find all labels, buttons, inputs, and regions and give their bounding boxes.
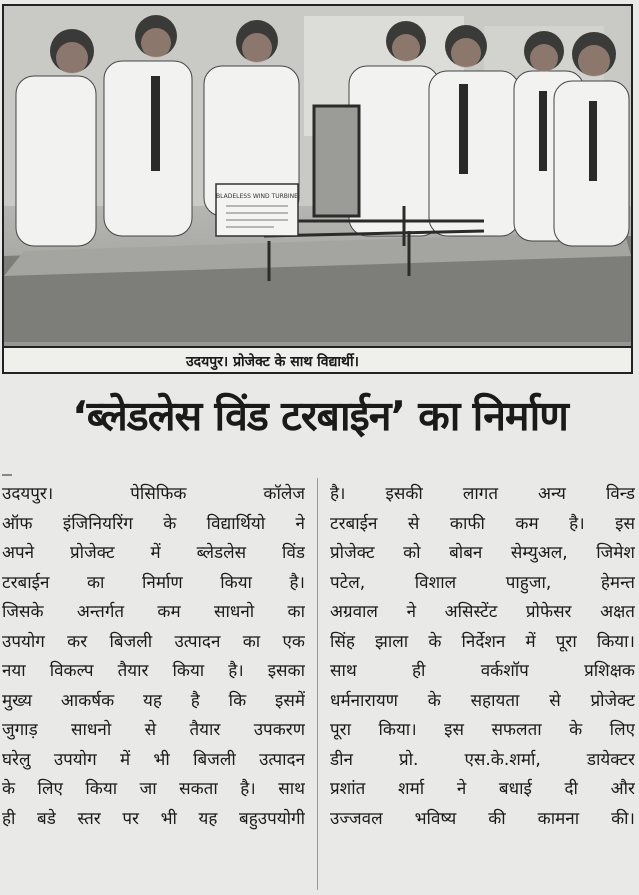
article-line: जिसके अन्तर्गत कम साधनो का bbox=[2, 602, 305, 622]
article-line: धर्मनारायण के सहायता से प्रोजेक्ट bbox=[330, 690, 635, 711]
students-with-project-illustration bbox=[4, 6, 631, 342]
photo-caption: उदयपुर। प्रोजेक्ट के साथ विद्यार्थी। bbox=[4, 346, 631, 374]
column-divider bbox=[317, 478, 318, 890]
article-line: ही बडे स्तर पर भी यह बहुउपयोगी bbox=[2, 808, 305, 829]
article-line: पूरा किया। इस सफलता के लिए bbox=[330, 720, 635, 740]
article-line: प्रोजेक्ट को बोबन सेम्युअल, जिमेश bbox=[330, 543, 635, 563]
article-line: नया विकल्प तैयार किया है। इसका bbox=[2, 661, 305, 681]
article-line: अपने प्रोजेक्ट में ब्लेडलेस विंड bbox=[2, 543, 305, 563]
article-line: डीन प्रो. एस.के.शर्मा, डायेक्टर bbox=[330, 749, 635, 770]
article-line: ऑफ इंजिनियरिंग के विद्यार्थियो ने bbox=[2, 513, 305, 534]
article-line: टरबाईन का निर्माण किया है। bbox=[2, 572, 305, 593]
article-line: उपयोग कर बिजली उत्पादन का एक bbox=[2, 631, 305, 652]
article-line: टरबाईन से काफी कम है। इस bbox=[330, 513, 635, 534]
article-line: उदयपुर। पेसिफिक कॉलेज bbox=[2, 484, 305, 504]
article-line: उज्जवल भविष्य की कामना की। bbox=[330, 808, 635, 829]
article-line: सिंह झाला के निर्देशन में पूरा किया। bbox=[330, 631, 635, 652]
label-board-text: BLADELESS WIND TURBINE bbox=[216, 193, 298, 200]
article-line: मुख्य आकर्षक यह है कि इसमें bbox=[2, 690, 305, 711]
article-column-right bbox=[330, 480, 635, 890]
news-photo bbox=[2, 4, 633, 374]
article-line: के लिए किया जा सकता है। साथ bbox=[2, 779, 305, 799]
article-line: साथ ही वर्कशॉप प्रशिक्षक bbox=[330, 661, 635, 681]
article-line: जुगाड़ साधनो से तैयार उपकरण bbox=[2, 720, 305, 740]
article-column-left bbox=[2, 480, 305, 890]
column-marker bbox=[2, 474, 12, 476]
article-line: घरेलु उपयोग में भी बिजली उत्पादन bbox=[2, 749, 305, 770]
article-line: पटेल, विशाल पाहुजा, हेमन्त bbox=[330, 572, 635, 593]
article-line: अग्रवाल ने असिस्टेंट प्रोफेसर अक्षत bbox=[330, 602, 635, 622]
headline: ‘ब्लेडलेस विंड टरबाईन’ का निर्माण bbox=[72, 392, 568, 440]
article-line: है। इसकी लागत अन्य विन्ड bbox=[330, 484, 635, 504]
article-line: प्रशांत शर्मा ने बधाई दी और bbox=[330, 779, 635, 799]
